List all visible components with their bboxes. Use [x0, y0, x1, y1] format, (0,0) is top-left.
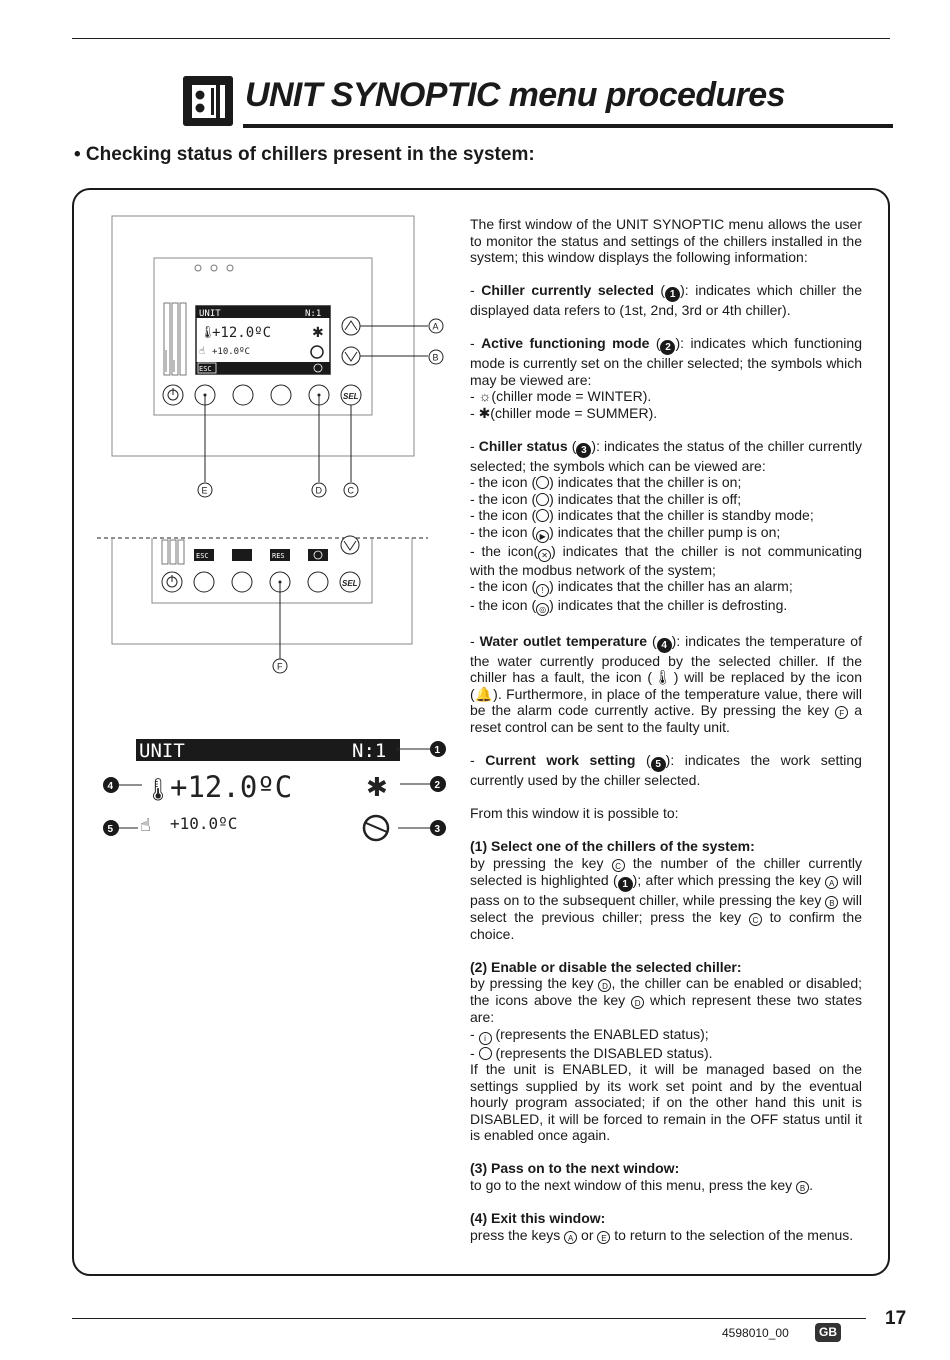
lcd-header-left: UNIT: [199, 309, 221, 319]
step-2: (2) Enable or disable the selected chiller: by pressing the key D , the chiller can be enabled or disabled; the icons above the key D which represent these two states are: - i (represents the ENABLED status); - (represents the DISABLED status). If the unit is ENABLED, it will be managed based on the settings supplied by its work set point and by the eventual hourly program associated; if on the other hand this unit is DISABLED, it will be forced to remain in the OFF status until it is enabled once again.: [470, 958, 863, 1143]
intro-paragraph: The first window of the UNIT SYNOPTIC menu allows the user to monitor the status and settings of the chillers installed in the system; this window displays the following information:: [470, 216, 862, 265]
svg-text:2: 2: [434, 780, 441, 791]
description-text: [470, 216, 862, 1260]
sun-icon: ☼: [478, 388, 492, 404]
zoom-header-right: N:1: [352, 740, 387, 762]
step-4: (4) Exit this window: press the keys A or E to return to the selection of the menus.: [470, 1210, 854, 1243]
lcd-header-right: N:1: [305, 309, 322, 319]
zoom-hand-icon: ☝: [140, 815, 151, 835]
document-code: 4598010_00: [722, 1326, 789, 1340]
standby-icon: [536, 509, 549, 522]
controller-inner-frame-bottom: [152, 538, 372, 603]
step-1: (1) Select one of the chillers of the system: by pressing the key C the number of the chiller currently selected is highlighted ( 1 ); after which pressing the key A will pass on to the subsequent chiller, while pressing the key B will select the previous chiller; press the key C to confirm the choice.: [470, 838, 863, 942]
compressor-off-icon: [536, 493, 549, 506]
enabled-icon: i: [479, 1032, 492, 1045]
alarm-icon: !: [536, 584, 549, 597]
svg-text:3: 3: [434, 824, 441, 835]
bell-icon: 🔔: [474, 685, 494, 702]
compressor-on-icon: [536, 476, 549, 489]
footer-rule: [72, 1318, 866, 1319]
key-f-icon: F: [835, 706, 848, 719]
item-work-setting: - Current work setting ( 5 ): indicates the work setting currently used by the chiller selected.: [470, 752, 862, 788]
sel-key-label: SEL: [343, 392, 359, 401]
key-a-up: [342, 317, 360, 335]
controller-diagram: [0, 0, 470, 880]
disabled-icon: [479, 1047, 492, 1060]
key-down-2: [341, 536, 359, 554]
svg-text:5: 5: [107, 824, 114, 835]
page-number: 17: [885, 1308, 907, 1329]
svg-text:E: E: [201, 485, 208, 496]
item-chiller-status: - Chiller status ( 3 ): indicates the status of the chiller currently selected; the symbols which can be viewed are: - the icon ( ) indicates that the chiller is on; - the icon ( ) indicates that the chiller is off; - the icon ( ) indicates that the chiller is standby mode; - the icon ( ▶ ) indicates that the chiller pump is on; - the icon( ✕ ) indicates that the chiller is not communicating with the modbus network of the system; - the icon ( ! ) indicates that the chiller has an alarm; - the icon ( ◎ ) indicates that the chiller is defrosting.: [470, 437, 862, 614]
step-3: (3) Pass on to the next window: to go to the next window of this menu, press the key B .: [470, 1160, 813, 1193]
possible-paragraph: From this window it is possible to:: [470, 805, 679, 821]
language-badge: GB: [815, 1323, 841, 1342]
item-chiller-selected: - Chiller currently selected ( 1 ): indicates which chiller the displayed data refers to (1st, 2nd, 3rd or 4th chiller).: [470, 282, 862, 318]
hand-icon: ☝: [199, 346, 206, 357]
svg-text:4: 4: [107, 781, 114, 792]
snowflake-icon: ✱: [312, 324, 324, 340]
lcd-softkey-esc-2: ESC: [196, 552, 209, 560]
svg-text:D: D: [315, 485, 322, 496]
key-b-down: [342, 347, 360, 365]
svg-text:A: A: [432, 321, 439, 332]
svg-text:C: C: [347, 485, 354, 496]
item-functioning-mode: - Active functioning mode ( 2 ): indicates which functioning mode is currently set on the chiller selected; the symbols which may be viewed are: - ☼(chiller mode = WINTER). - ✱(chiller mode = SUMMER).: [470, 335, 862, 421]
lcd-setpoint: +10.0ºC: [212, 347, 250, 357]
section-heading: • Checking status of chillers present in the system:: [74, 144, 535, 165]
pump-icon: ▶: [536, 530, 549, 543]
zoom-temperature: +12.0ºC: [170, 770, 293, 804]
svg-text:1: 1: [434, 745, 441, 756]
lcd-softkey-bar-2: [194, 549, 328, 561]
sel-key-label-2: SEL: [342, 579, 358, 588]
zoom-snowflake-icon: ✱: [366, 772, 388, 802]
page-title: UNIT SYNOPTIC menu procedures: [245, 76, 785, 114]
snowflake-icon: ✱: [478, 404, 491, 421]
svg-text:B: B: [432, 352, 439, 363]
softkey-2-4: [308, 572, 328, 592]
softkey-2-1: [194, 572, 214, 592]
thermometer-icon: 🌡: [652, 669, 674, 685]
defrost-icon: ◎: [536, 603, 549, 616]
lcd-softkey-res: RES: [272, 552, 285, 560]
zoom-setpoint: +10.0ºC: [170, 814, 238, 833]
svg-text:F: F: [277, 661, 283, 672]
no-communication-icon: ✕: [538, 549, 551, 562]
zoom-thermometer-icon: 🌡: [144, 777, 172, 802]
zoom-header-left: UNIT: [139, 740, 185, 762]
lcd-softkey-esc: ESC: [199, 365, 212, 373]
thermometer-icon: 🌡: [200, 325, 216, 339]
item-water-temperature: - Water outlet temperature ( 4 ): indicates the temperature of the water currently produced by the selected chiller. If the chiller has a fault, the icon (🌡) will be replaced by the icon (🔔). Furthermore, in place of the temperature value, there will be the alarm code currently active. By pressing the key F a reset control can be sent to the faulty unit.: [470, 632, 862, 735]
softkey-2: [233, 385, 253, 405]
softkey-3: [271, 385, 291, 405]
softkey-2-2: [232, 572, 252, 592]
lcd-temperature: +12.0ºC: [212, 325, 272, 341]
